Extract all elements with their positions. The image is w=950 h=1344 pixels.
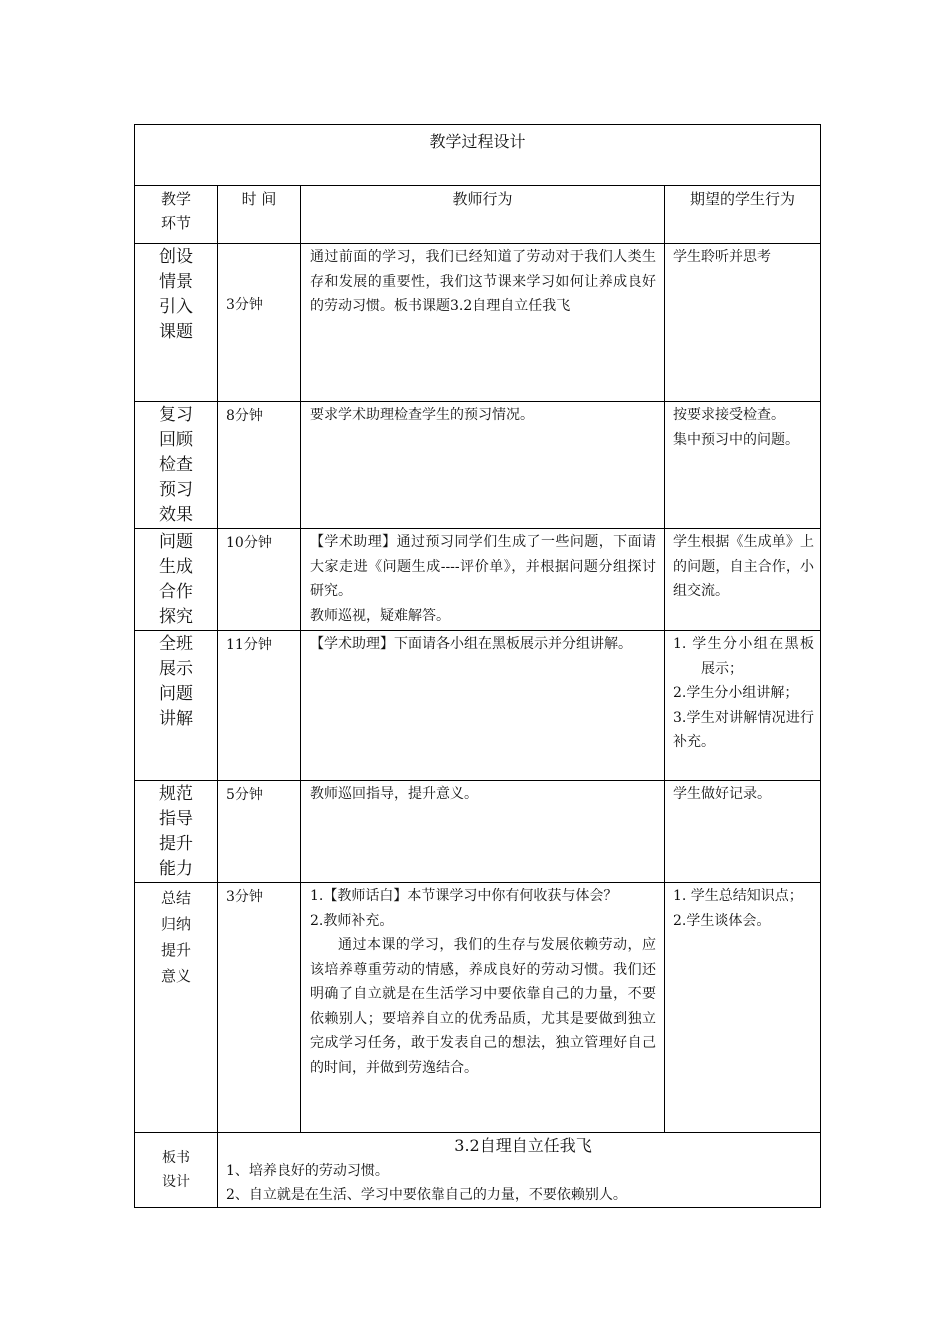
board-line: 2、自立就是在生活、学习中要依靠自己的力量，不要依赖别人。	[226, 1187, 627, 1203]
teacher-text: 教师巡视，疑难解答。	[310, 607, 450, 624]
board-content	[218, 1133, 821, 1208]
student-text: 1. 学生总结知识点；	[673, 888, 803, 904]
student-text: 2.学生分小组讲解；	[673, 685, 799, 701]
student-text: 3.学生对讲解情况进行补充。	[673, 709, 815, 750]
time-cell: 3分钟	[218, 883, 301, 1133]
teacher-text: 1.【教师话白】本节课学习中你有何收获与体会？	[310, 888, 618, 904]
table-row	[135, 529, 821, 631]
title-row	[135, 125, 821, 186]
student-text: 学生根据《生成单》上的问题，自主合作，小组交流。	[673, 534, 815, 599]
teacher-cell	[301, 883, 665, 1133]
board-row	[135, 1133, 821, 1208]
teacher-text: 【学术助理】下面请各小组在黑板展示并分组讲解。	[310, 636, 632, 652]
teacher-text: 2.教师补充。	[310, 912, 394, 929]
student-cell	[665, 883, 821, 1133]
time-cell: 8分钟	[218, 402, 301, 529]
table-row	[135, 883, 821, 1133]
teacher-cell	[301, 781, 665, 883]
teacher-text: 要求学术助理检查学生的预习情况。	[310, 407, 534, 423]
student-cell	[665, 781, 821, 883]
teacher-text: 通过前面的学习，我们已经知道了劳动对于我们人类生存和发展的重要性，我们这节课来学习如何让养成良好的劳动习惯。板书课题3.2自理自立任我飞	[310, 249, 656, 314]
header-time: 时 间	[218, 186, 301, 244]
student-text: 按要求接受检查。	[673, 407, 785, 423]
stage-cell: 创设情景引入课题	[135, 244, 218, 402]
table-row	[135, 781, 821, 883]
stage-cell: 复习回顾检查预习效果	[135, 402, 218, 529]
teacher-cell	[301, 244, 665, 402]
header-row	[135, 186, 821, 244]
teacher-text: 【学术助理】通过预习同学们生成了一些问题，下面请大家走进《问题生成----评价单》，并根据问题分组探讨研究。	[310, 534, 656, 599]
teacher-text: 教师巡回指导，提升意义。	[310, 786, 478, 802]
stage-cell: 规范指导提升能力	[135, 781, 218, 883]
table-row	[135, 631, 821, 781]
time-cell: 3分钟	[218, 244, 301, 402]
student-text: 集中预习中的问题。	[673, 431, 799, 448]
student-text: 2.学生谈体会。	[673, 912, 771, 929]
student-text: 1. 学生分小组在黑板展示；	[673, 636, 815, 677]
teacher-text: 通过本课的学习，我们的生存与发展依赖劳动，应该培养尊重劳动的情感，养成良好的劳动习惯。我们还明确了自立就是在生活学习中要依靠自己的力量，不要依赖别人；要培养自立的优秀品质，尤其是要做到独立完成学习任务，敢于发表自己的想法，独立管理好自己的时间，并做到劳逸结合。	[310, 937, 656, 1076]
teacher-cell	[301, 529, 665, 631]
table-row	[135, 402, 821, 529]
student-cell	[665, 631, 821, 781]
teacher-cell	[301, 402, 665, 529]
time-cell: 5分钟	[218, 781, 301, 883]
table-row	[135, 244, 821, 402]
header-student: 期望的学生行为	[665, 186, 821, 244]
time-cell: 11分钟	[218, 631, 301, 781]
student-text: 学生聆听并思考	[673, 249, 771, 265]
student-cell	[665, 244, 821, 402]
student-cell	[665, 402, 821, 529]
table-title: 教学过程设计	[135, 125, 821, 186]
student-text: 学生做好记录。	[673, 786, 771, 802]
stage-cell: 问题生成合作探究	[135, 529, 218, 631]
student-cell	[665, 529, 821, 631]
board-line: 1、培养良好的劳动习惯。	[226, 1163, 389, 1179]
time-cell: 10分钟	[218, 529, 301, 631]
board-title: 3.2自理自立任我飞	[454, 1136, 592, 1155]
stage-cell: 总结归纳提升意义	[135, 883, 218, 1133]
teacher-cell	[301, 631, 665, 781]
board-label: 板书设计	[135, 1133, 218, 1208]
header-stage: 教学环节	[135, 186, 218, 244]
lesson-plan-table	[134, 124, 821, 1208]
stage-cell: 全班展示问题讲解	[135, 631, 218, 781]
header-teacher: 教师行为	[301, 186, 665, 244]
